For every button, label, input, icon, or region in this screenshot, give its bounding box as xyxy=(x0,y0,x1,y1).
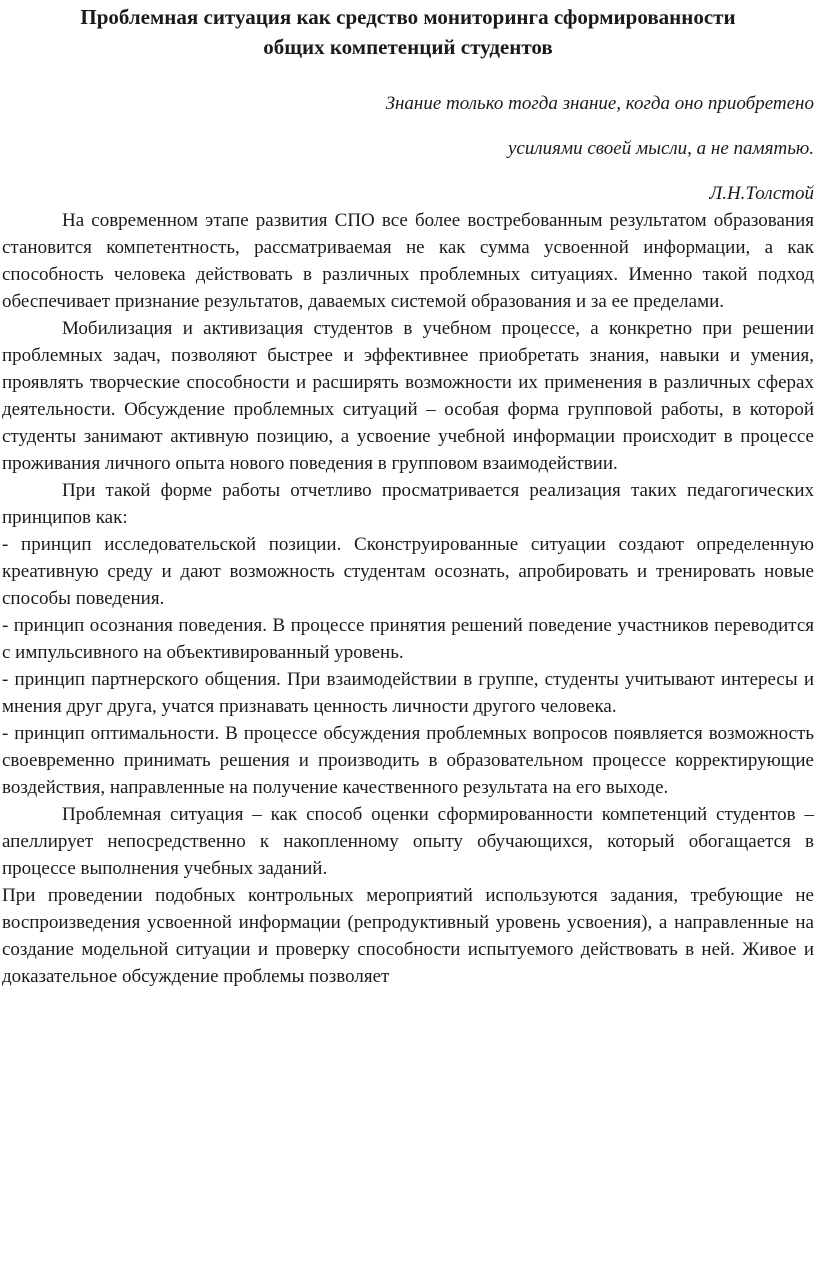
title-line-1: Проблемная ситуация как средство мониторинга сформированности xyxy=(80,5,736,29)
principle-item: - принцип оптимальности. В процессе обсуждения проблемных вопросов появляется возможность своевременно принимать решения и производить в образовательном процессе корректирующие воздействия, направленные на получение качественного результата на его выходе. xyxy=(2,723,814,798)
paragraph-mobilization: Мобилизация и активизация студентов в учебном процессе, а конкретно при решении проблемных задач, позволяют быстрее и эффективнее приобретать знания, навыки и умения, проявлять творческие способности и расширять возможности их применения в различных сферах деятельности. Обсуждение проблемных ситуаций – особая форма групповой работы, в которой студенты занимают активную позицию, а усвоение учебной информации происходит в процессе проживания личного опыта нового поведения в групповом взаимодействии. xyxy=(2,318,814,474)
document-title xyxy=(2,2,814,62)
epigraph-line-2: усилиями своей мысли, а не памятью. xyxy=(507,138,814,159)
epigraph-author: Л.Н.Толстой xyxy=(709,183,814,204)
paragraph-assessment: Проблемная ситуация – как способ оценки сформированности компетенций студентов – апеллирует непосредственно к накопленному опыту обучающихся, который обогащается в процессе выполнения учебных заданий. xyxy=(2,804,814,879)
title-line-2: общих компетенций студентов xyxy=(263,35,553,59)
principle-item: - принцип осознания поведения. В процессе принятия решений поведение участников переводится с импульсивного на объективированный уровень. xyxy=(2,615,814,663)
paragraph-tasks: При проведении подобных контрольных мероприятий используются задания, требующие не воспроизведения усвоенной информации (репродуктивный уровень усвоения), а направленные на создание модельной ситуации и проверку способности испытуемого действовать в ней. Живое и доказательное обсуждение проблемы позволяет xyxy=(2,885,814,987)
paragraph-intro: На современном этапе развития СПО все более востребованным результатом образования становится компетентность, рассматриваемая не как сумма усвоенной информации, а как способность человека действовать в различных проблемных ситуациях. Именно такой подход обеспечивает признание результатов, даваемых системой образования и за ее пределами. xyxy=(2,210,814,312)
epigraph-line-1: Знание только тогда знание, когда оно приобретено xyxy=(385,93,814,114)
paragraph-principles-intro: При такой форме работы отчетливо просматривается реализация таких педагогических принципов как: xyxy=(2,480,814,528)
principle-item: - принцип исследовательской позиции. Сконструированные ситуации создают определенную креативную среду и дают возможность студентам осознать, апробировать и тренировать новые способы поведения. xyxy=(2,534,814,609)
principle-item: - принцип партнерского общения. При взаимодействии в группе, студенты учитывают интересы и мнения друг друга, учатся признавать ценность личности другого человека. xyxy=(2,669,814,717)
